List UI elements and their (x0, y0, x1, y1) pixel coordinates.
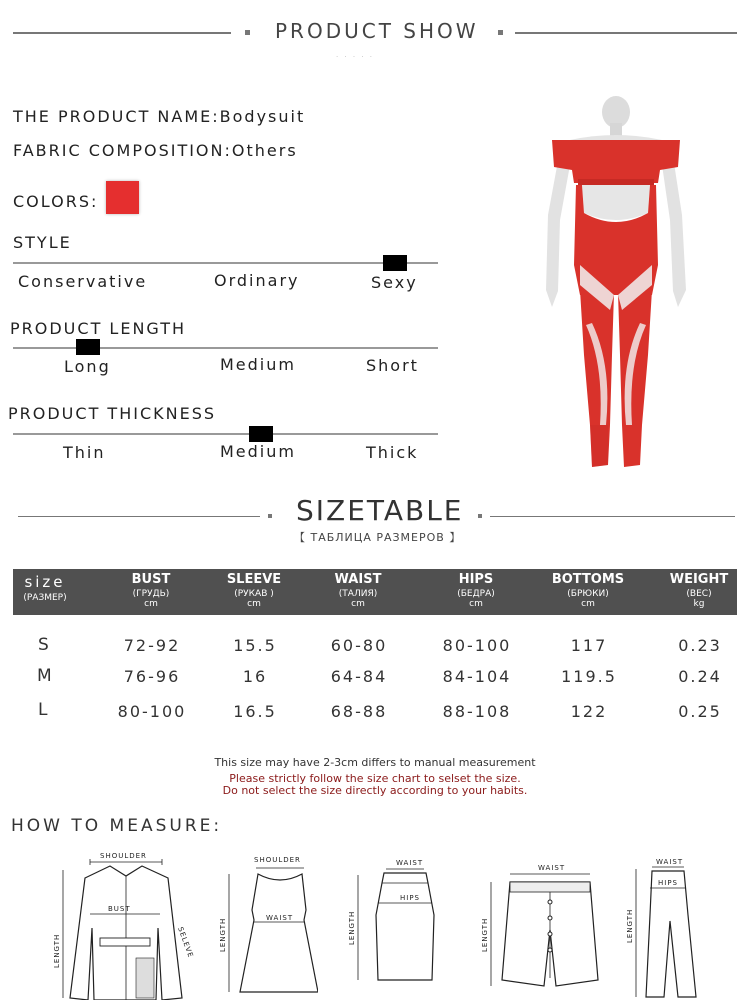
cell-sleeve: 15.5 (233, 636, 277, 655)
pants-waist-label: WAIST (656, 858, 684, 866)
cell-waist: 64-84 (330, 667, 388, 686)
style-label: STYLE (13, 233, 72, 252)
cell-sleeve: 16 (242, 667, 268, 686)
dress-shoulder-label: SHOULDER (254, 856, 301, 864)
col-weight-sub: (ВЕС) (686, 589, 712, 599)
row-size-s: S (38, 635, 49, 655)
color-swatch-red[interactable] (106, 181, 139, 214)
row-size-m: M (37, 666, 52, 686)
fabric-label: FABRIC COMPOSITION: (13, 141, 232, 160)
sizetable-title: SIZETABLE (296, 494, 464, 527)
size-warning-1: Please strictly follow the size chart to selset the size. (229, 772, 521, 785)
col-bottoms-label: BOTTOMS (551, 572, 625, 587)
thickness-option-thick: Thick (366, 443, 419, 462)
header-dot-right (498, 30, 503, 35)
thickness-label: PRODUCT THICKNESS (8, 404, 216, 423)
dress-length-label: LENGTH (219, 917, 227, 952)
cell-sleeve: 16.5 (233, 702, 277, 721)
product-photo (530, 95, 700, 480)
row-size-l: L (38, 700, 48, 720)
how-to-measure-title: HOW TO MEASURE: (11, 816, 223, 836)
col-hips (421, 569, 531, 615)
header-decoration: · · · · · (336, 53, 375, 61)
col-waist-sub: (ТАЛИЯ) (338, 589, 378, 599)
cell-bust: 72-92 (123, 636, 181, 655)
shoulder-label: SHOULDER (100, 852, 147, 860)
col-hips-unit: cm (469, 599, 483, 609)
style-scale-line (13, 262, 438, 264)
pants-length-label: LENGTH (626, 908, 634, 943)
product-name-label: THE PRODUCT NAME: (13, 107, 220, 126)
length-option-long: Long (64, 357, 111, 376)
col-bottoms (533, 569, 643, 615)
shorts-measure-diagram (478, 860, 608, 990)
col-bust (96, 569, 206, 615)
cell-weight: 0.23 (678, 636, 722, 655)
length-label-1: LENGTH (53, 933, 61, 968)
col-weight-label: WEIGHT (669, 572, 729, 587)
bust-label: BUST (108, 905, 131, 913)
header-dot-left (245, 30, 250, 35)
length-label: PRODUCT LENGTH (10, 319, 187, 338)
jacket-measure-diagram (50, 848, 200, 1000)
sizetable-subtitle: 【 ТАБЛИЦА РАЗМЕРОВ 】 (294, 531, 462, 544)
col-size-sub: (РАЗМЕР) (23, 593, 67, 603)
cell-bottoms: 117 (570, 636, 608, 655)
cell-bottoms: 122 (570, 702, 608, 721)
product-name-row (13, 107, 305, 126)
style-option-sexy: Sexy (371, 273, 418, 292)
size-note: This size may have 2-3cm differs to manual measurement (214, 756, 536, 769)
cell-weight: 0.24 (678, 667, 722, 686)
cell-hips: 84-104 (442, 667, 512, 686)
col-bust-sub: (ГРУДЬ) (132, 589, 170, 599)
sizetable-dot-left (268, 514, 272, 518)
skirt-measure-diagram (344, 855, 444, 1000)
pants-hips-label: HIPS (658, 879, 678, 887)
cell-bust: 76-96 (123, 667, 181, 686)
col-hips-label: HIPS (458, 572, 494, 587)
cell-waist: 68-88 (330, 702, 388, 721)
style-option-ordinary: Ordinary (214, 271, 300, 290)
col-size-label: size (24, 573, 66, 591)
style-marker[interactable] (383, 255, 407, 271)
selevel-label: SELEVE (176, 925, 195, 960)
thickness-scale-line (13, 433, 438, 435)
col-hips-sub: (БЕДРА) (457, 589, 495, 599)
product-name-value: Bodysuit (219, 107, 306, 126)
length-marker[interactable] (76, 339, 100, 355)
header-rule-right (515, 32, 737, 34)
col-weight (653, 569, 745, 615)
col-sleeve-label: SLEEVE (226, 572, 282, 587)
cell-hips: 80-100 (442, 636, 512, 655)
dress-waist-label: WAIST (266, 914, 294, 922)
thickness-marker[interactable] (249, 426, 273, 442)
sizetable-rule-left (18, 516, 260, 517)
col-waist (303, 569, 413, 615)
pants-measure-diagram (622, 855, 702, 1000)
shorts-length-label: LENGTH (481, 917, 489, 952)
col-bust-unit: cm (144, 599, 158, 609)
cell-bust: 80-100 (117, 702, 187, 721)
length-option-medium: Medium (220, 355, 296, 374)
colors-label: COLORS: (13, 192, 99, 211)
fabric-row (13, 141, 298, 160)
size-table-header (13, 569, 737, 615)
style-option-conservative: Conservative (18, 272, 148, 291)
skirt-hips-label: HIPS (400, 894, 420, 902)
cell-hips: 88-108 (442, 702, 512, 721)
fabric-value: Others (231, 141, 298, 160)
thickness-option-medium: Medium (220, 442, 296, 461)
col-sleeve (199, 569, 309, 615)
page-title: PRODUCT SHOW (275, 19, 479, 43)
header-rule-left (13, 32, 231, 34)
cell-weight: 0.25 (678, 702, 722, 721)
sizetable-rule-right (490, 516, 735, 517)
col-waist-label: WAIST (334, 572, 382, 587)
thickness-option-thin: Thin (63, 443, 106, 462)
col-bottoms-sub: (БРЮКИ) (567, 589, 609, 599)
cell-waist: 60-80 (330, 636, 388, 655)
skirt-waist-label: WAIST (396, 859, 424, 867)
skirt-length-label: LENGTH (348, 910, 356, 945)
cell-bottoms: 119.5 (561, 667, 617, 686)
col-bust-label: BUST (131, 572, 171, 587)
col-sleeve-unit: cm (247, 599, 261, 609)
col-bottoms-unit: cm (581, 599, 595, 609)
shorts-waist-label: WAIST (538, 864, 566, 872)
col-waist-unit: cm (351, 599, 365, 609)
dress-measure-diagram (218, 852, 318, 1000)
size-warning-2: Do not select the size directly according to your habits. (222, 784, 528, 797)
col-weight-unit: kg (693, 599, 705, 609)
sizetable-dot-right (478, 514, 482, 518)
length-option-short: Short (366, 356, 419, 375)
col-sleeve-sub: (РУКАВ ) (234, 589, 274, 599)
col-size (13, 569, 77, 615)
